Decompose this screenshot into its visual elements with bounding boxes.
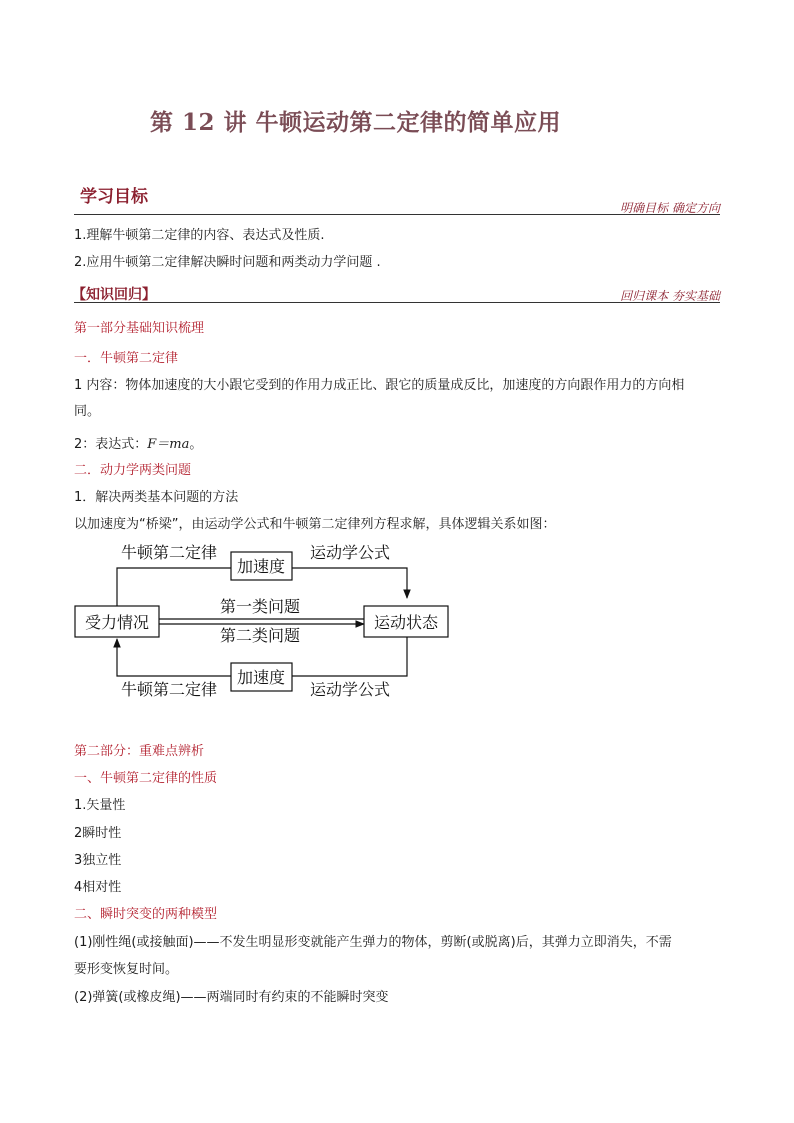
part1-method: 1．解决两类基本问题的方法 [74, 490, 239, 505]
property-3: 3独立性 [74, 853, 122, 868]
part1-content-line2: 同。 [74, 404, 101, 419]
bottom-box-label: 加速度 [236, 668, 286, 687]
part2-section2-title: 二、瞬时突变的两种模型 [74, 907, 218, 922]
top-box-label: 加速度 [236, 557, 286, 576]
part1-content-line1: 1 内容：物体加速度的大小跟它受到的作用力成正比、跟它的质量成反比，加速度的方向跟作用力的方向相 [74, 378, 685, 393]
part2-section1-title: 一、牛顿第二定律的性质 [74, 771, 218, 786]
part1-desc: 以加速度为“桥梁”，由运动学公式和牛顿第二定律列方程求解，具体逻辑关系如图： [74, 517, 556, 532]
expression-prefix: 2：表达式： [74, 437, 148, 452]
part2-heading: 第二部分：重难点辨析 [74, 744, 205, 759]
part1-expression [74, 433, 202, 452]
review-divider [74, 302, 720, 303]
model2-line1: (2)弹簧(或橡皮绳)——两端同时有约束的不能瞬时突变 [74, 990, 389, 1005]
logic-diagram [74, 540, 454, 705]
bottom-right-label: 运动学公式 [309, 680, 391, 699]
arrow-upper-label: 第一类问题 [219, 597, 301, 616]
expression-suffix: 。 [189, 437, 203, 452]
objective-item-2: 2.应用牛顿第二定律解决瞬时问题和两类动力学问题 . [74, 255, 381, 270]
expression-formula: F＝ma [147, 437, 190, 452]
property-1: 1.矢量性 [74, 798, 126, 813]
top-left-label: 牛顿第二定律 [120, 543, 218, 562]
part1-heading: 第一部分基础知识梳理 [74, 321, 205, 336]
review-heading: 【知识回归】 [72, 287, 156, 303]
property-4: 4相对性 [74, 880, 122, 895]
bottom-left-label: 牛顿第二定律 [120, 680, 218, 699]
top-right-label: 运动学公式 [309, 543, 391, 562]
objectives-divider [74, 214, 720, 215]
part1-section2-title: 二．动力学两类问题 [74, 463, 192, 478]
model1-line2: 要形变恢复时间。 [74, 962, 179, 977]
bottom-right-line [292, 637, 407, 676]
bottom-left-arrow [117, 639, 231, 676]
part1-section1-title: 一．牛顿第二定律 [74, 351, 179, 366]
arrow-lower-label: 第二类问题 [219, 626, 301, 645]
property-2: 2瞬时性 [74, 826, 122, 841]
top-left-line [117, 568, 231, 606]
right-box-label: 运动状态 [373, 613, 439, 632]
review-right-note: 回归课本 夯实基础 [620, 289, 720, 303]
objective-item-1: 1.理解牛顿第二定律的内容、表达式及性质. [74, 228, 325, 243]
model1-line1: (1)刚性绳(或接触面)——不发生明显形变就能产生弹力的物体，剪断(或脱离)后，其弹力立即消失，不需 [74, 935, 672, 950]
objectives-right-note: 明确目标 确定方向 [620, 201, 720, 215]
objectives-heading: 学习目标 [80, 187, 148, 207]
page-title: 第 12 讲 牛顿运动第二定律的简单应用 [150, 109, 562, 136]
top-right-arrow [292, 568, 407, 598]
left-box-label: 受力情况 [84, 613, 150, 632]
